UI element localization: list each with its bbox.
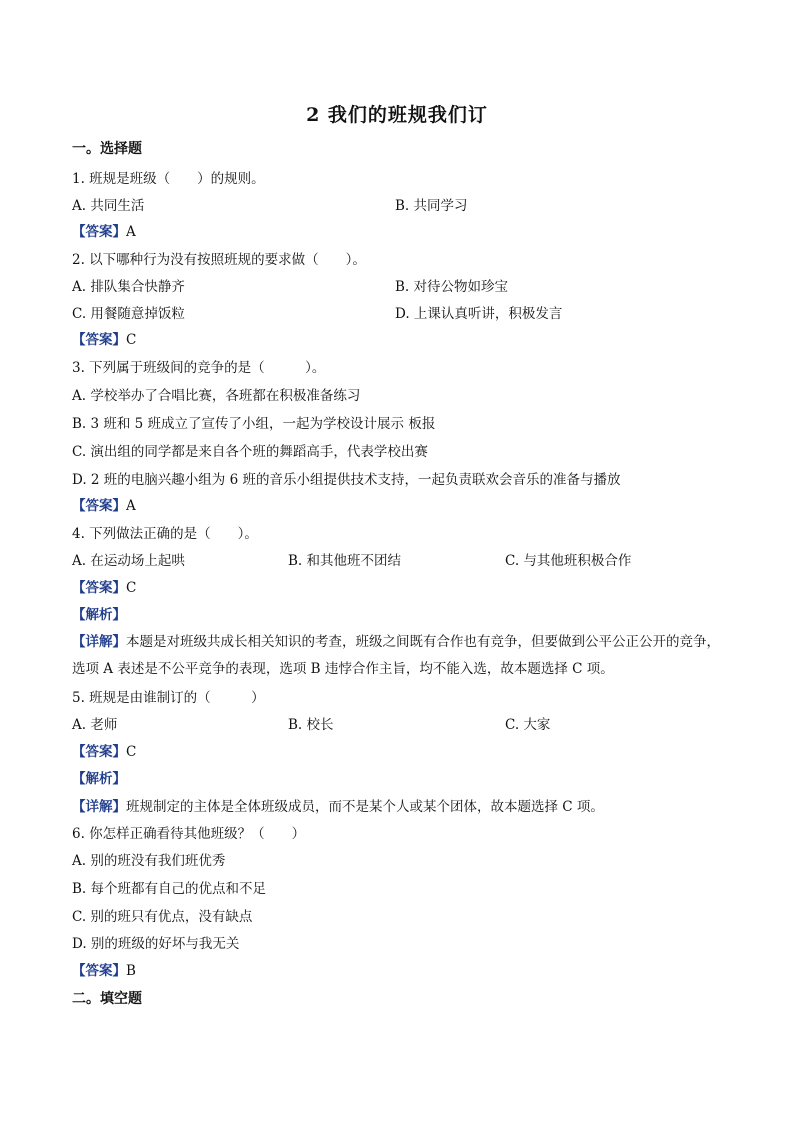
question-3-stem: 3. 下列属于班级间的竞争的是（ ）。 [72,360,326,376]
q6-option-d: D. 别的班级的好坏与我无关 [72,936,240,952]
answer-tag: 【答案】 [72,332,126,348]
q5-analysis-tag: 【解析】 [72,771,126,787]
q2-option-d: D. 上课认真听讲，积极发言 [395,306,563,322]
q1-answer-value: A [126,224,136,240]
answer-tag: 【答案】 [72,498,126,514]
q2-option-a: A. 排队集合快静齐 [72,279,185,295]
q3-option-b: B. 3 班和 5 班成立了宣传了小组，一起为学校设计展示 板报 [72,416,436,432]
question-6-stem: 6. 你怎样正确看待其他班级？（ ） [72,826,306,842]
q3-option-a: A. 学校举办了合唱比赛，各班都在积极准备练习 [72,388,361,404]
q1-answer [72,223,136,241]
q4-detail-text: 本题是对班级共成长相关知识的考查，班级之间既有合作也有竞争，但要做到公平公正公开的竞争，选项 A 表述是不公平竞争的表现，选项 B 违悖合作主旨，均不能入选，故本题选择 C 项。 [72,634,720,677]
question-5-stem: 5. 班规是由谁制订的（ ） [72,690,265,706]
q6-answer [72,962,136,980]
q2-option-b: B. 对待公物如珍宝 [395,279,509,295]
page-title: 2 我们的班规我们订 [306,104,488,126]
q3-option-c: C. 演出组的同学都是来自各个班的舞蹈高手，代表学校出赛 [72,444,428,460]
q4-detail [72,629,722,683]
q6-option-a: A. 别的班没有我们班优秀 [72,853,226,869]
q2-answer-value: C [126,332,137,348]
q5-answer [72,743,136,761]
q4-analysis-tag: 【解析】 [72,607,126,623]
q1-option-a: A. 共同生活 [72,198,145,214]
q6-answer-value: B [126,963,136,979]
answer-tag: 【答案】 [72,580,126,596]
answer-tag: 【答案】 [72,224,126,240]
question-4-stem: 4. 下列做法正确的是（ ）。 [72,526,258,542]
detail-tag: 【详解】 [72,799,126,815]
q6-option-c: C. 别的班只有优点，没有缺点 [72,909,253,925]
q4-answer [72,579,136,597]
q3-answer [72,497,136,515]
section-heading-fill: 二。填空题 [72,991,142,1007]
q4-option-c: C. 与其他班积极合作 [505,553,632,569]
q5-option-c: C. 大家 [505,717,551,733]
question-1-stem: 1. 班规是班级（ ）的规则。 [72,171,265,187]
q5-detail [72,798,604,816]
q4-option-b: B. 和其他班不团结 [288,553,402,569]
q4-answer-value: C [126,580,137,596]
q2-option-c: C. 用餐随意掉饭粒 [72,306,185,322]
q1-option-b: B. 共同学习 [395,198,468,214]
q5-detail-text: 班规制定的主体是全体班级成员，而不是某个人或某个团体，故本题选择 C 项。 [126,799,604,815]
q2-answer [72,331,136,349]
answer-tag: 【答案】 [72,744,126,760]
q5-option-a: A. 老师 [72,717,118,733]
q5-option-b: B. 校长 [288,717,334,733]
section-heading-choice: 一。选择题 [72,141,142,157]
q3-option-d: D. 2 班的电脑兴趣小组为 6 班的音乐小组提供技术支持，一起负责联欢会音乐的准备与播放 [72,472,621,488]
question-2-stem: 2. 以下哪种行为没有按照班规的要求做（ ）。 [72,252,366,268]
q5-answer-value: C [126,744,137,760]
q6-option-b: B. 每个班都有自己的优点和不足 [72,881,267,897]
q4-option-a: A. 在运动场上起哄 [72,553,185,569]
q3-answer-value: A [126,498,136,514]
answer-tag: 【答案】 [72,963,126,979]
detail-tag: 【详解】 [72,634,126,650]
